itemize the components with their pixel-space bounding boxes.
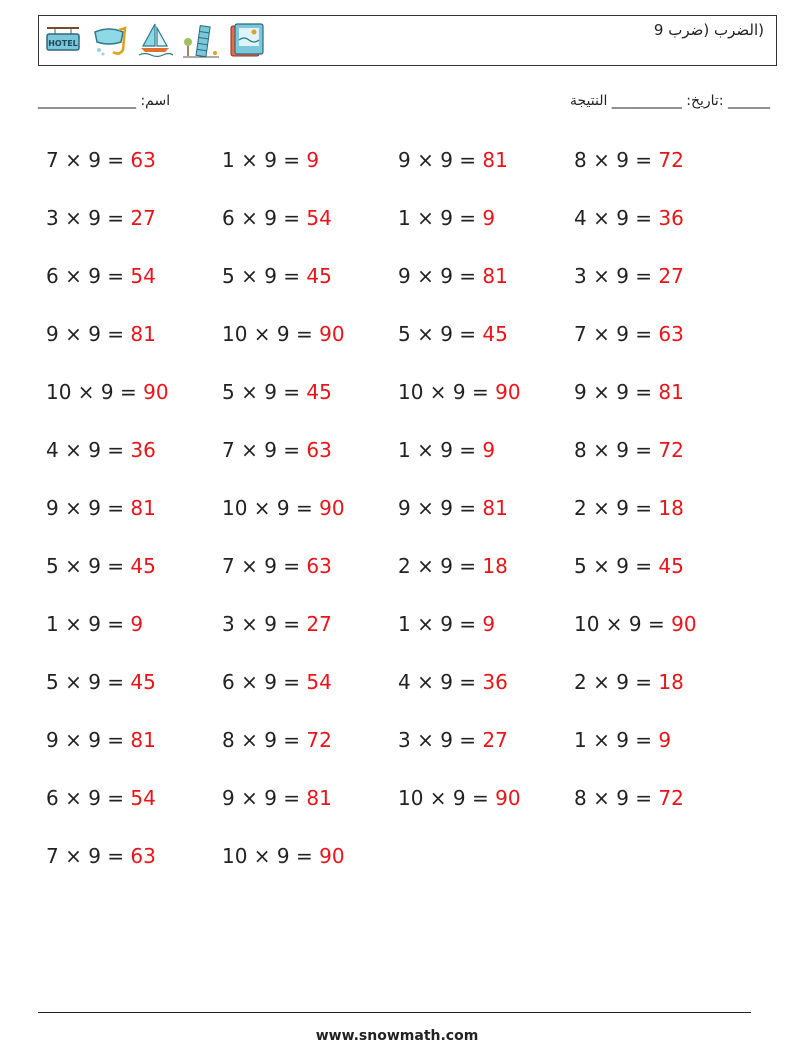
problem-question: 4 × 9 = bbox=[398, 670, 483, 694]
problem-answer: 72 bbox=[658, 786, 684, 810]
problem-question: 1 × 9 = bbox=[222, 148, 307, 172]
problem-question: 5 × 9 = bbox=[574, 554, 659, 578]
problem-question: 1 × 9 = bbox=[398, 612, 483, 636]
problem-answer: 81 bbox=[482, 148, 508, 172]
problem-item bbox=[222, 203, 398, 261]
problem-item bbox=[398, 261, 574, 319]
problem-item bbox=[574, 725, 750, 783]
problem-answer: 90 bbox=[495, 786, 521, 810]
problem-item bbox=[222, 377, 398, 435]
problem-item bbox=[222, 783, 398, 841]
problem-question: 5 × 9 = bbox=[46, 554, 131, 578]
problem-item bbox=[46, 783, 222, 841]
problem-question: 7 × 9 = bbox=[46, 844, 131, 868]
problem-answer: 18 bbox=[658, 670, 684, 694]
problem-item bbox=[574, 377, 750, 435]
problem-question: 2 × 9 = bbox=[398, 554, 483, 578]
problem-question: 10 × 9 = bbox=[398, 786, 496, 810]
name-field: اسم: ______________ bbox=[38, 93, 171, 109]
problem-answer: 81 bbox=[658, 380, 684, 404]
problem-question: 3 × 9 = bbox=[46, 206, 131, 230]
problem-answer: 72 bbox=[658, 148, 684, 172]
problem-item bbox=[222, 725, 398, 783]
problem-question: 3 × 9 = bbox=[574, 264, 659, 288]
postcard-icon bbox=[227, 20, 267, 60]
problem-item bbox=[398, 725, 574, 783]
problem-item bbox=[398, 551, 574, 609]
problem-answer: 45 bbox=[658, 554, 684, 578]
problem-question: 8 × 9 = bbox=[574, 786, 659, 810]
problem-item bbox=[222, 841, 398, 899]
problem-item bbox=[574, 203, 750, 261]
problem-question: 5 × 9 = bbox=[222, 264, 307, 288]
problem-question: 4 × 9 = bbox=[46, 438, 131, 462]
problem-item bbox=[574, 261, 750, 319]
problem-answer: 72 bbox=[306, 728, 332, 752]
problem-answer: 27 bbox=[482, 728, 508, 752]
problem-item bbox=[574, 493, 750, 551]
problem-question: 1 × 9 = bbox=[398, 438, 483, 462]
problem-answer: 63 bbox=[658, 322, 684, 346]
problem-item bbox=[398, 609, 574, 667]
problem-item bbox=[222, 435, 398, 493]
problem-answer: 63 bbox=[130, 844, 156, 868]
problem-question: 4 × 9 = bbox=[574, 206, 659, 230]
problem-answer: 9 bbox=[482, 438, 496, 462]
problem-item bbox=[222, 667, 398, 725]
problem-question: 7 × 9 = bbox=[574, 322, 659, 346]
problem-question: 10 × 9 = bbox=[574, 612, 672, 636]
date-score-field: ______ :تاريخ: __________ النتيجة bbox=[569, 93, 770, 109]
problem-answer: 81 bbox=[482, 496, 508, 520]
problem-question: 3 × 9 = bbox=[398, 728, 483, 752]
problem-answer: 54 bbox=[306, 670, 332, 694]
problem-item bbox=[398, 783, 574, 841]
problem-question: 10 × 9 = bbox=[222, 844, 320, 868]
problem-answer: 54 bbox=[130, 264, 156, 288]
problem-answer: 90 bbox=[495, 380, 521, 404]
problem-question: 10 × 9 = bbox=[46, 380, 144, 404]
problem-answer: 54 bbox=[306, 206, 332, 230]
problem-answer: 54 bbox=[130, 786, 156, 810]
problem-question: 7 × 9 = bbox=[222, 554, 307, 578]
problem-question: 10 × 9 = bbox=[222, 322, 320, 346]
leaning-tower-icon bbox=[181, 20, 221, 60]
problem-question: 9 × 9 = bbox=[46, 728, 131, 752]
problem-item bbox=[46, 493, 222, 551]
svg-text:HOTEL: HOTEL bbox=[48, 39, 78, 48]
problem-answer: 81 bbox=[482, 264, 508, 288]
problem-question: 9 × 9 = bbox=[222, 786, 307, 810]
problem-question: 10 × 9 = bbox=[398, 380, 496, 404]
problem-answer: 9 bbox=[482, 612, 496, 636]
problem-answer: 18 bbox=[658, 496, 684, 520]
sailboat-icon bbox=[135, 20, 175, 60]
problem-item bbox=[398, 319, 574, 377]
problem-item bbox=[46, 319, 222, 377]
snorkel-mask-icon bbox=[89, 20, 129, 60]
worksheet-header bbox=[38, 15, 777, 66]
problem-answer: 45 bbox=[130, 670, 156, 694]
problem-question: 8 × 9 = bbox=[222, 728, 307, 752]
problem-answer: 90 bbox=[319, 844, 345, 868]
problem-item bbox=[46, 261, 222, 319]
problem-item bbox=[574, 609, 750, 667]
problem-answer: 27 bbox=[658, 264, 684, 288]
header-icons bbox=[43, 20, 267, 60]
problem-answer: 81 bbox=[306, 786, 332, 810]
problem-item bbox=[574, 145, 750, 203]
problem-item bbox=[46, 203, 222, 261]
problem-answer: 27 bbox=[130, 206, 156, 230]
problem-item bbox=[398, 493, 574, 551]
problem-question: 5 × 9 = bbox=[46, 670, 131, 694]
problem-answer: 81 bbox=[130, 728, 156, 752]
problem-item bbox=[46, 435, 222, 493]
problem-answer: 18 bbox=[482, 554, 508, 578]
problem-question: 9 × 9 = bbox=[46, 322, 131, 346]
problem-question: 10 × 9 = bbox=[222, 496, 320, 520]
problem-item bbox=[222, 493, 398, 551]
problem-question: 1 × 9 = bbox=[574, 728, 659, 752]
problem-item bbox=[574, 319, 750, 377]
problem-answer: 9 bbox=[482, 206, 496, 230]
problem-question: 9 × 9 = bbox=[46, 496, 131, 520]
problem-answer: 81 bbox=[130, 496, 156, 520]
problem-question: 9 × 9 = bbox=[398, 264, 483, 288]
problem-question: 1 × 9 = bbox=[398, 206, 483, 230]
problem-item bbox=[398, 203, 574, 261]
problem-answer: 72 bbox=[658, 438, 684, 462]
problem-answer: 45 bbox=[306, 380, 332, 404]
problem-question: 6 × 9 = bbox=[46, 786, 131, 810]
problem-item bbox=[46, 551, 222, 609]
problem-question: 2 × 9 = bbox=[574, 670, 659, 694]
problem-answer: 9 bbox=[658, 728, 672, 752]
problem-answer: 45 bbox=[306, 264, 332, 288]
problem-item bbox=[222, 319, 398, 377]
problem-answer: 81 bbox=[130, 322, 156, 346]
problem-question: 6 × 9 = bbox=[222, 670, 307, 694]
problem-answer: 63 bbox=[306, 438, 332, 462]
problem-question: 1 × 9 = bbox=[46, 612, 131, 636]
problem-item bbox=[46, 841, 222, 899]
problem-answer: 36 bbox=[130, 438, 156, 462]
problem-answer: 63 bbox=[306, 554, 332, 578]
problem-question: 9 × 9 = bbox=[398, 148, 483, 172]
problem-item bbox=[574, 551, 750, 609]
problem-answer: 90 bbox=[319, 322, 345, 346]
problem-question: 5 × 9 = bbox=[398, 322, 483, 346]
worksheet-title: (الضرب (ضرب 9 bbox=[653, 21, 764, 39]
problem-answer: 9 bbox=[130, 612, 144, 636]
problem-answer: 63 bbox=[130, 148, 156, 172]
problem-item bbox=[574, 667, 750, 725]
problem-item bbox=[222, 261, 398, 319]
problem-item bbox=[574, 435, 750, 493]
problem-grid bbox=[46, 145, 750, 899]
problem-question: 2 × 9 = bbox=[574, 496, 659, 520]
problem-item bbox=[46, 377, 222, 435]
problem-answer: 45 bbox=[130, 554, 156, 578]
problem-item bbox=[46, 145, 222, 203]
problem-item bbox=[222, 551, 398, 609]
hotel-sign-icon bbox=[43, 20, 83, 60]
problem-item bbox=[398, 667, 574, 725]
problem-answer: 36 bbox=[658, 206, 684, 230]
problem-answer: 27 bbox=[306, 612, 332, 636]
problem-question: 9 × 9 = bbox=[398, 496, 483, 520]
problem-question: 6 × 9 = bbox=[222, 206, 307, 230]
problem-item bbox=[46, 725, 222, 783]
problem-question: 8 × 9 = bbox=[574, 148, 659, 172]
problem-question: 8 × 9 = bbox=[574, 438, 659, 462]
problem-question: 7 × 9 = bbox=[222, 438, 307, 462]
problem-answer: 90 bbox=[319, 496, 345, 520]
footer-url: www.snowmath.com bbox=[315, 1028, 479, 1044]
problem-question: 7 × 9 = bbox=[46, 148, 131, 172]
problem-question: 6 × 9 = bbox=[46, 264, 131, 288]
footer-divider bbox=[38, 1012, 751, 1013]
problem-question: 3 × 9 = bbox=[222, 612, 307, 636]
problem-answer: 90 bbox=[671, 612, 697, 636]
problem-answer: 36 bbox=[482, 670, 508, 694]
problem-question: 9 × 9 = bbox=[574, 380, 659, 404]
problem-answer: 9 bbox=[306, 148, 320, 172]
problem-item bbox=[46, 667, 222, 725]
problem-item bbox=[222, 145, 398, 203]
problem-answer: 90 bbox=[143, 380, 169, 404]
problem-answer: 45 bbox=[482, 322, 508, 346]
problem-item bbox=[46, 609, 222, 667]
problem-item bbox=[574, 783, 750, 841]
problem-item bbox=[398, 435, 574, 493]
problem-item bbox=[398, 145, 574, 203]
problem-question: 5 × 9 = bbox=[222, 380, 307, 404]
problem-item bbox=[398, 377, 574, 435]
problem-item bbox=[222, 609, 398, 667]
